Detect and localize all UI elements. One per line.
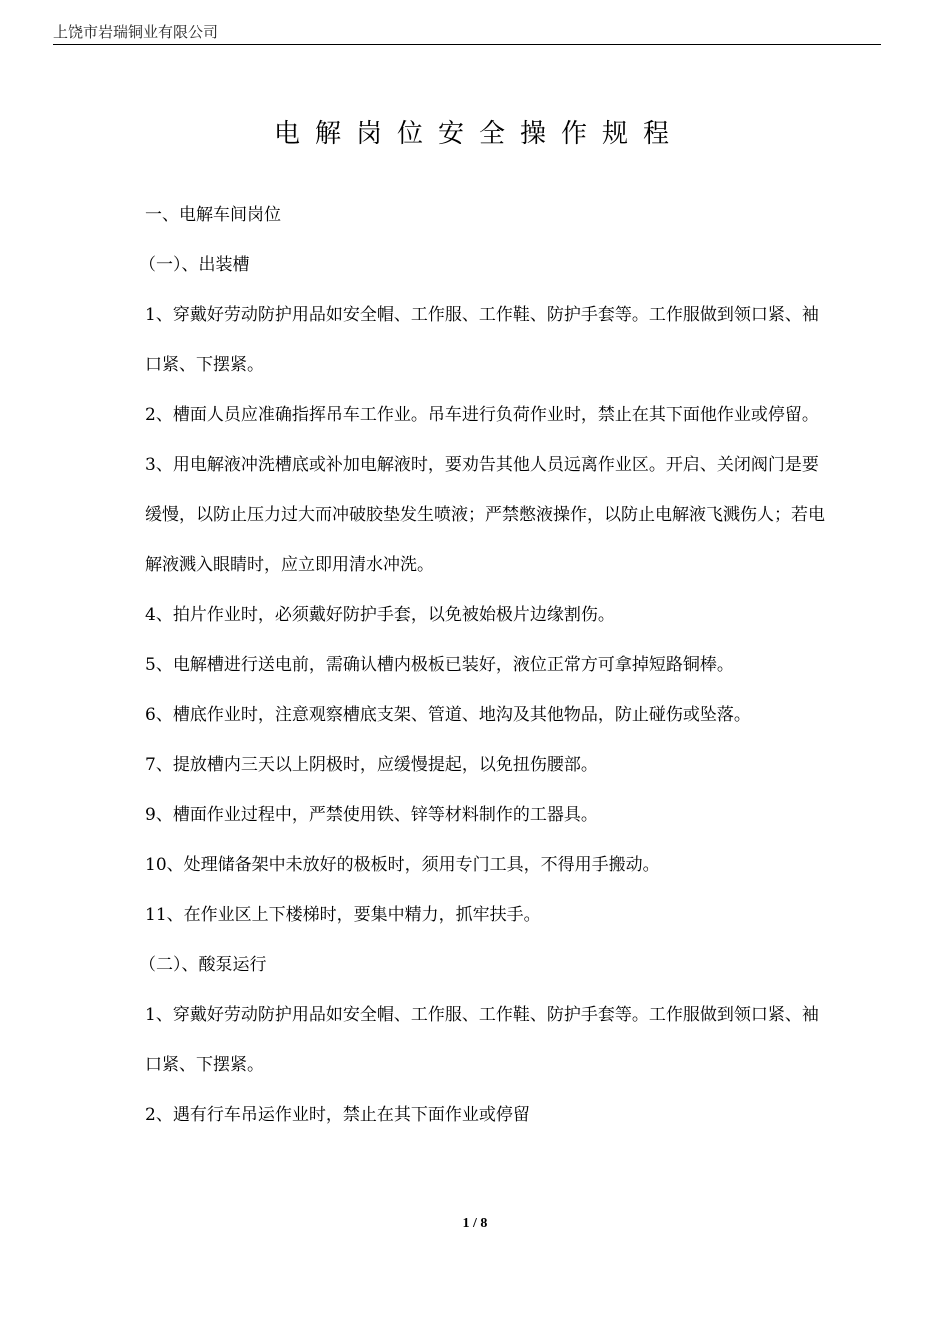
header-divider: [53, 44, 881, 45]
list-item: 4、拍片作业时，必须戴好防护手套，以免被始极片边缘割伤。: [145, 605, 615, 625]
list-item: 7、提放槽内三天以上阴极时，应缓慢提起，以免扭伤腰部。: [145, 755, 598, 775]
section-heading: 一、电解车间岗位: [145, 205, 281, 225]
page-number: 1 / 8: [462, 1216, 488, 1231]
subsection-heading: （二）、酸泵运行: [139, 955, 267, 975]
page-title: 电解岗位安全操作规程: [273, 119, 684, 149]
subsection-heading: （一）、出装槽: [139, 255, 250, 275]
list-item: 2、遇有行车吊运作业时，禁止在其下面作业或停留: [145, 1105, 530, 1125]
list-item: 2、槽面人员应准确指挥吊车工作业。吊车进行负荷作业时，禁止在其下面他作业或停留。: [145, 405, 819, 425]
list-item: 3、用电解液冲洗槽底或补加电解液时，要劝告其他人员远离作业区。开启、关闭阀门是要缓慢，以防止压力过大而冲破胶垫发生喷液；严禁憋液操作，以防止电解液飞溅伤人；若电解液溅入眼睛时，应立即用清水冲洗。: [145, 455, 825, 575]
document-body: [139, 190, 825, 1140]
list-item: 1、穿戴好劳动防护用品如安全帽、工作服、工作鞋、防护手套等。工作服做到领口紧、袖口紧、下摆紧。: [145, 305, 819, 375]
list-item: 10、处理储备架中未放好的极板时，须用专门工具，不得用手搬动。: [145, 855, 660, 875]
list-item: 9、槽面作业过程中，严禁使用铁、锌等材料制作的工器具。: [145, 805, 598, 825]
list-item: 11、在作业区上下楼梯时，要集中精力，抓牢扶手。: [145, 905, 541, 925]
list-item: 5、电解槽进行送电前，需确认槽内极板已装好，液位正常方可拿掉短路铜棒。: [145, 655, 734, 675]
list-item: 6、槽底作业时，注意观察槽底支架、管道、地沟及其他物品，防止碰伤或坠落。: [145, 705, 751, 725]
header-company-name: 上饶市岩瑞铜业有限公司: [53, 23, 219, 41]
list-item: 1、穿戴好劳动防护用品如安全帽、工作服、工作鞋、防护手套等。工作服做到领口紧、袖口紧、下摆紧。: [145, 1005, 819, 1075]
